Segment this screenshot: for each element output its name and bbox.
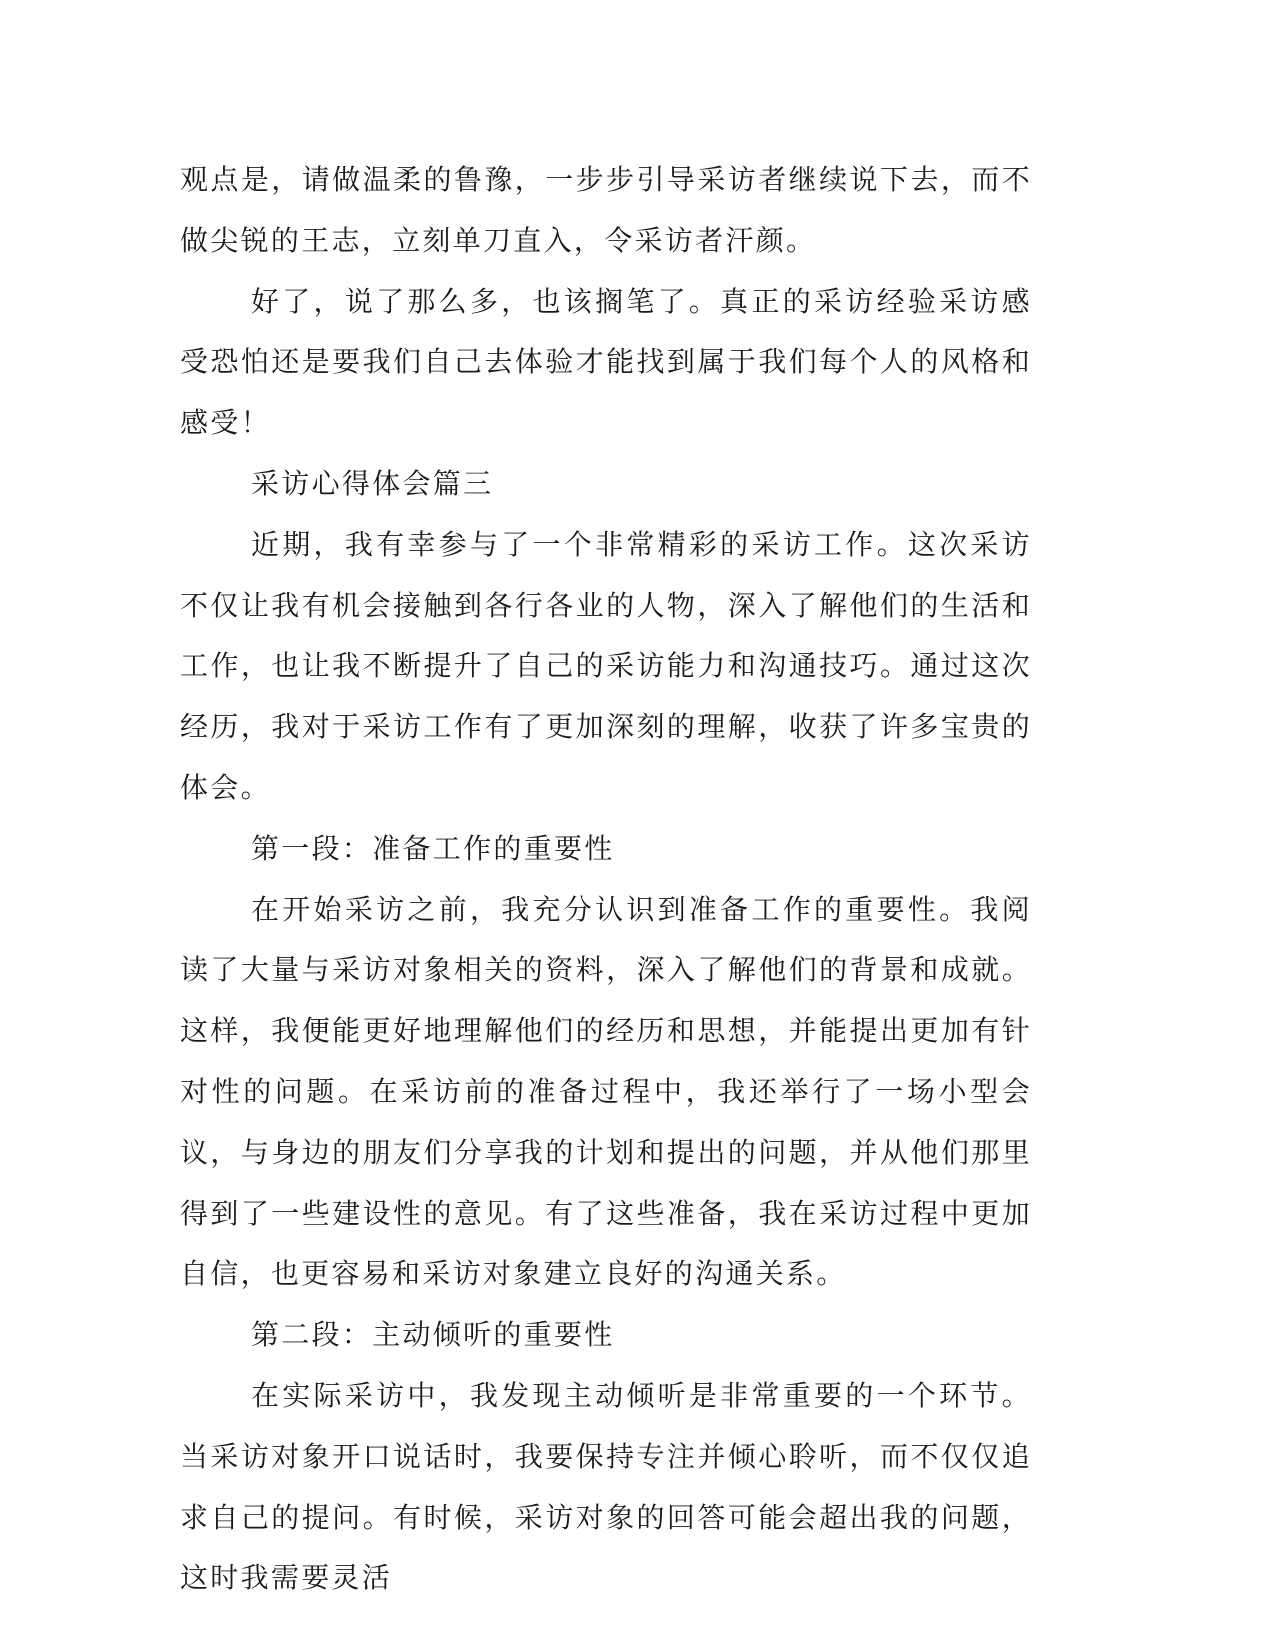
paragraph-part-one: 在开始采访之前，我充分认识到准备工作的重要性。我阅读了大量与采访对象相关的资料，深入了解他们的背景和成就。这样，我便能更好地理解他们的经历和思想，并能提出更加有针对性的问题。在采访前的准备过程中，我还举行了一场小型会议，与身边的朋友们分享我的计划和提出的问题，并从他们那里得到了一些建设性的意见。有了这些准备，我在采访过程中更加自信，也更容易和采访对象建立良好的沟通关系。: [180, 892, 1032, 1291]
document-page: [180, 150, 1032, 1609]
subheading-part-two: 第二段：主动倾听的重要性: [251, 1318, 615, 1352]
paragraph-intro: 近期，我有幸参与了一个非常精彩的采访工作。这次采访不仅让我有机会接触到各行各业的人物，深入了解他们的生活和工作，也让我不断提升了自己的采访能力和沟通技巧。通过这次经历，我对于采访工作有了更加深刻的理解，收获了许多宝贵的体会。: [180, 527, 1032, 804]
paragraph-part-two: 在实际采访中，我发现主动倾听是非常重要的一个环节。当采访对象开口说话时，我要保持专注并倾心聆听，而不仅仅追求自己的提问。有时候，采访对象的回答可能会超出我的问题，这时我需要灵活: [180, 1378, 1032, 1595]
section-title: 采访心得体会篇三: [251, 466, 494, 500]
paragraph-closing: 好了，说了那么多，也该搁笔了。真正的采访经验采访感受恐怕还是要我们自己去体验才能找到属于我们每个人的风格和感受！: [180, 284, 1032, 440]
subheading-part-one: 第一段：准备工作的重要性: [251, 831, 615, 865]
paragraph-continuation: 观点是，请做温柔的鲁豫，一步步引导采访者继续说下去，而不做尖锐的王志，立刻单刀直入，令采访者汗颜。: [180, 163, 1032, 257]
